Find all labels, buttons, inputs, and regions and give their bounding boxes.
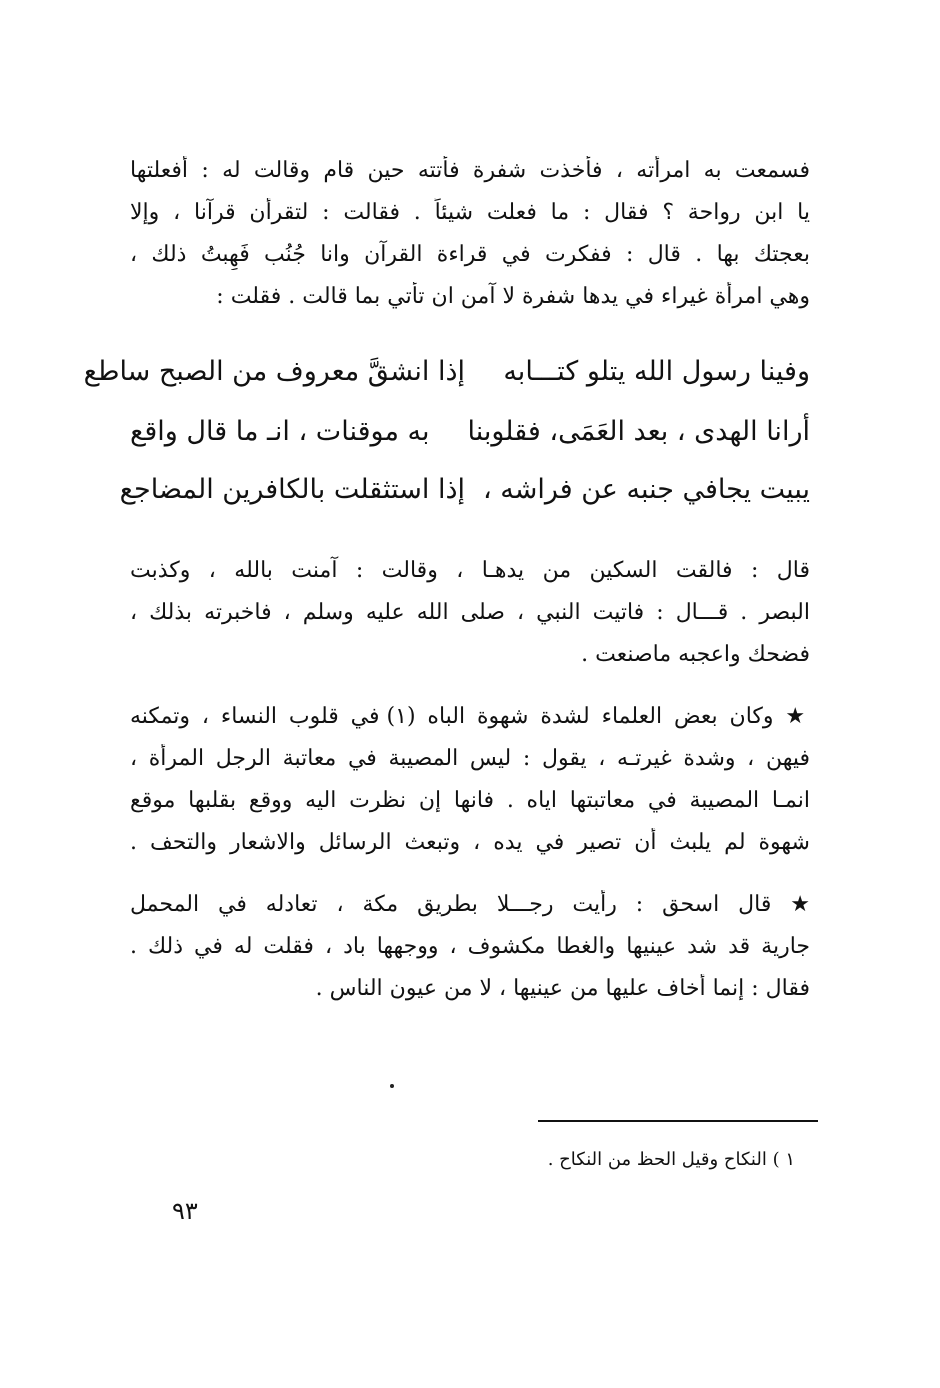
text-line: وهي امرأة غيراء في يدها شفرة لا آمن ان تأتي بما قالت . فقلت : [216,284,810,309]
text-line: ★ قال اسحق : رأيت رجـــلا بطريق مكة ، تعادله في المحمل [130,892,810,917]
text-line: شهوة لم يلبث أن تصير في يده ، وتبعث الرسائل والاشعار والتحف . [130,830,810,855]
verse-line [83,348,810,396]
text-line: يا ابن رواحة ؟ فقال : ما فعلت شيئاً . فقالت : لتقرأن قرآنا ، وإلا [130,200,810,225]
text-line: فيهن ، وشدة غيرتـه ، يقول : ليس المصيبة في معاتبة الرجل المرأة ، [130,746,810,771]
verse-first-hemistich: وفينا رسول الله يتلو كتـــابه [503,356,810,387]
text-line: ★ وكان بعض العلماء لشدة شهوة الباه (١) في قلوب النساء ، وتمكنه [130,704,810,729]
verse-second-hemistich: به موقنات ، انـ ما قال واقع [130,416,430,447]
text-line: قال : فالقت السكين من يدهـا ، وقالت : آمنت بالله ، وكذبت [130,558,810,583]
text-line: البصر . قـــال : فاتيت النبي ، صلى الله عليه وسلم ، فاخبرته بذلك ، [130,600,810,625]
verse-second-hemistich: إذا استثقلت بالكافرين المضاجع [119,474,465,505]
page-number: ٩٣ [172,1197,198,1225]
verse-line [119,466,810,514]
text-line: فقال : إنما أخاف عليها من عينيها ، لا من عيون الناس . [315,976,810,1001]
text-line: فسمعت به امرأته ، فأخذت شفرة فأتته حين قام وقالت له : أفعلتها [130,158,810,183]
footnote: ١ ) النكاح وقيل الحظ من النكاح . [547,1149,795,1170]
text-line: بعجتك بها . قال : ففكرت في قراءة القرآن وانا جُنُب فَهِبتُ ذلك ، [130,242,810,267]
print-speck [390,1084,394,1088]
verse-first-hemistich: أرانا الهدى ، بعد العَمَى، فقلوبنا [467,416,810,447]
verse-first-hemistich: يبيت يجافي جنبه عن فراشه ، [482,474,810,505]
verse-line [130,408,810,456]
text-line: جارية قد شد عينيها والغطا مكشوف ، ووجهها باد ، فقلت له في ذلك . [130,934,810,959]
text-line: فضحك واعجبه ماصنعت . [581,642,810,667]
verse-second-hemistich: إذا انشقَّ معروف من الصبح ساطع [83,356,465,387]
text-line: انمـا المصيبة في معاتبتها اياه . فانها إن نظرت اليه ووقع بقلبها موقع [130,788,810,813]
footnote-separator [538,1120,818,1122]
